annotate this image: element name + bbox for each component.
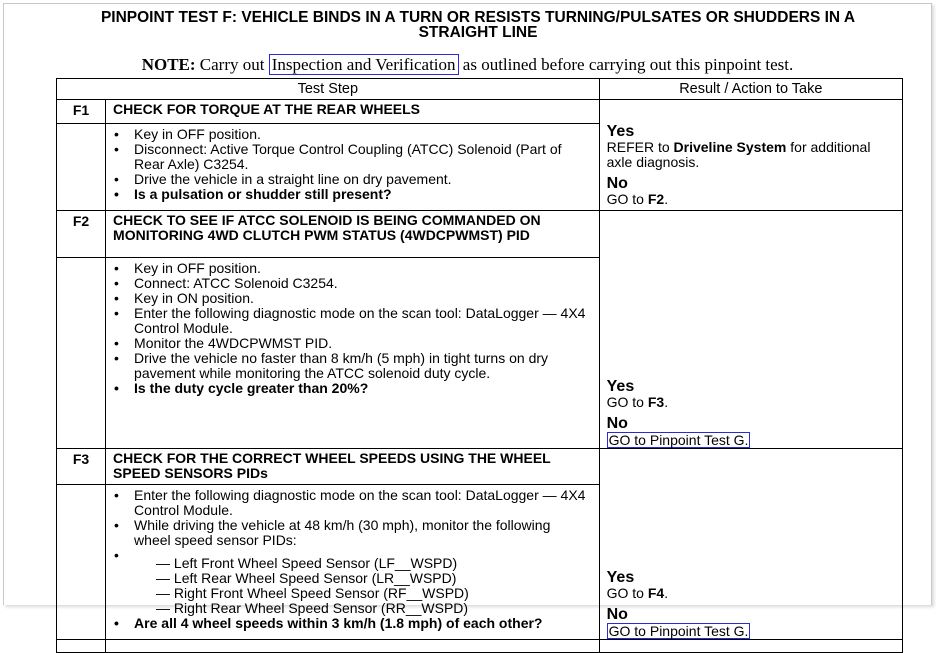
step-item: • Connect: ATCC Solenoid C3254.: [134, 276, 591, 291]
result-header: Result / Action to Take: [599, 79, 902, 100]
no-action: GO to F2.: [606, 191, 669, 207]
step-item: • Enter the following diagnostic mode on the scan tool: DataLogger — 4X4 Control Module.: [134, 306, 591, 336]
step-body: [106, 124, 600, 211]
step-item: • Monitor the 4WDCPWMST PID.: [134, 336, 591, 351]
step-heading: CHECK FOR TORQUE AT THE REAR WHEELS: [106, 100, 600, 124]
step-item: • Key in ON position.: [134, 291, 591, 306]
step-f4-row-partial: [57, 640, 903, 653]
table-header-row: [57, 79, 903, 100]
yes-action: GO to F3.: [606, 394, 669, 410]
step-id-spacer: [57, 124, 106, 211]
step-item: • Disconnect: Active Torque Control Coupling (ATCC) Solenoid (Part of Rear Axle) C3254.: [134, 142, 591, 172]
test-step-header: Test Step: [57, 79, 600, 100]
step-id: F3: [57, 449, 106, 485]
sub-item: — Left Rear Wheel Speed Sensor (LR__WSPD): [156, 570, 457, 587]
inspection-verification-link[interactable]: Inspection and Verification: [269, 54, 459, 75]
yes-label: Yes: [606, 569, 635, 586]
sub-item: — Right Front Wheel Speed Sensor (RF__WSPD): [156, 585, 469, 602]
step-f2-result: [599, 211, 902, 449]
yes-label: Yes: [606, 123, 635, 140]
driveline-system-ref: Driveline System: [673, 139, 787, 155]
no-label: No: [606, 415, 628, 432]
no-label: No: [606, 606, 628, 623]
step-id-spacer: [57, 640, 106, 653]
note-label: NOTE:: [141, 55, 196, 74]
step-f1-result: [599, 100, 902, 211]
yes-action: GO to F4.: [606, 585, 669, 601]
step-result-partial: [599, 640, 902, 653]
step-item: • Key in OFF position.: [134, 261, 591, 276]
step-f3-result: [599, 449, 902, 640]
step-f2-heading-row: [57, 211, 903, 258]
step-id-spacer: [57, 258, 106, 449]
note: [4, 54, 931, 76]
note-text-after: as outlined before carrying out this pinpoint test.: [462, 55, 794, 74]
step-heading: CHECK TO SEE IF ATCC SOLENOID IS BEING COMMANDED ON MONITORING 4WD CLUTCH PWM STATUS (4WDCPWMST) PID: [106, 211, 600, 258]
step-heading: CHECK FOR THE CORRECT WHEEL SPEEDS USING THE WHEEL SPEED SENSORS PIDs: [106, 449, 600, 485]
step-f3-heading-row: [57, 449, 903, 485]
step-id-spacer: [57, 485, 106, 640]
spacer: [134, 548, 591, 554]
no-label: No: [606, 175, 628, 192]
step-f1-heading-row: [57, 100, 903, 124]
pinpoint-test-g-link[interactable]: GO to Pinpoint Test G.: [608, 623, 749, 639]
step-id: F1: [57, 100, 106, 124]
title-line-2: STRAIGHT LINE: [418, 24, 538, 41]
yes-action: REFER to Driveline System for additional axle diagnosis.: [606, 139, 871, 170]
step-body: [106, 258, 600, 449]
step-question: • Are all 4 wheel speeds within 3 km/h (1.8 mph) of each other?: [134, 616, 591, 631]
pinpoint-test-table: [56, 78, 903, 653]
step-item: • Drive the vehicle no faster than 8 km/h (5 mph) in tight turns on dry pavement while monitoring the ATCC solenoid duty cycle.: [134, 351, 591, 381]
pinpoint-test-g-link[interactable]: GO to Pinpoint Test G.: [608, 432, 749, 448]
step-id: F2: [57, 211, 106, 258]
step-question: • Is the duty cycle greater than 20%?: [134, 381, 591, 396]
document-page: [3, 3, 932, 639]
step-item: • Key in OFF position.: [134, 127, 591, 142]
step-item: • Enter the following diagnostic mode on the scan tool: DataLogger — 4X4 Control Module.: [134, 488, 591, 518]
page-title: [44, 10, 912, 40]
note-text-before: Carry out: [199, 55, 265, 74]
sub-item: — Left Front Wheel Speed Sensor (LF__WSPD): [156, 555, 458, 572]
step-heading-partial: [106, 640, 600, 653]
step-body: [106, 485, 600, 640]
title-line-1: PINPOINT TEST F: VEHICLE BINDS IN A TURN OR RESISTS TURNING/PULSATES OR SHUDDERS IN A: [100, 9, 856, 26]
step-question: • Is a pulsation or shudder still present?: [134, 187, 591, 202]
sub-item: — Right Rear Wheel Speed Sensor (RR__WSPD): [156, 600, 469, 617]
yes-label: Yes: [606, 378, 635, 395]
step-item: • Drive the vehicle in a straight line on dry pavement.: [134, 172, 591, 187]
step-item: • While driving the vehicle at 48 km/h (30 mph), monitor the following wheel speed sensor PIDs:: [134, 518, 591, 548]
